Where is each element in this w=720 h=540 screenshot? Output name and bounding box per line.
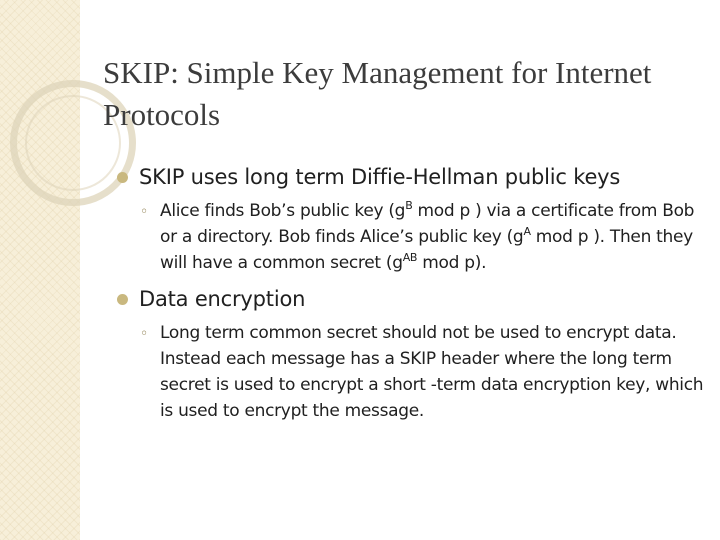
sub-bullet-text-part: mod p ). Then they will have a common secret (g: [160, 227, 693, 273]
bullet-item: [117, 284, 707, 314]
superscript-ab: AB: [402, 251, 418, 264]
sub-bullet-text: Long term common secret should not be used to encrypt data. Instead each message has a SKIP header where the long term secret is used to encrypt a short -term data encryption key, which is used to encrypt the message.: [160, 323, 704, 421]
bullet-item: [117, 162, 707, 192]
superscript-b: B: [405, 199, 413, 212]
superscript-a: A: [523, 225, 531, 238]
slide-title: SKIP: Simple Key Management for Internet Protocols: [103, 55, 652, 132]
filled-circle-icon: [117, 294, 128, 305]
filled-circle-icon: [117, 172, 128, 183]
hollow-circle-icon: ◦: [140, 326, 149, 342]
hollow-circle-icon: ◦: [140, 204, 149, 220]
sub-bullet-item: [117, 198, 707, 276]
sub-bullet-item: [117, 320, 707, 424]
sub-bullet-text: [160, 198, 707, 276]
sub-bullet-text-part: mod p).: [417, 253, 487, 273]
sub-bullet-text-part: Alice finds Bob’s public key (g: [160, 201, 406, 221]
bullet-text: SKIP uses long term Diffie-Hellman public keys: [139, 165, 621, 189]
sub-bullet-text-part: mod p ) via a certificate from Bob or a directory. Bob finds Alice’s public key (g: [160, 201, 695, 247]
slide-body: [117, 162, 707, 424]
bullet-text: Data encryption: [139, 287, 306, 311]
